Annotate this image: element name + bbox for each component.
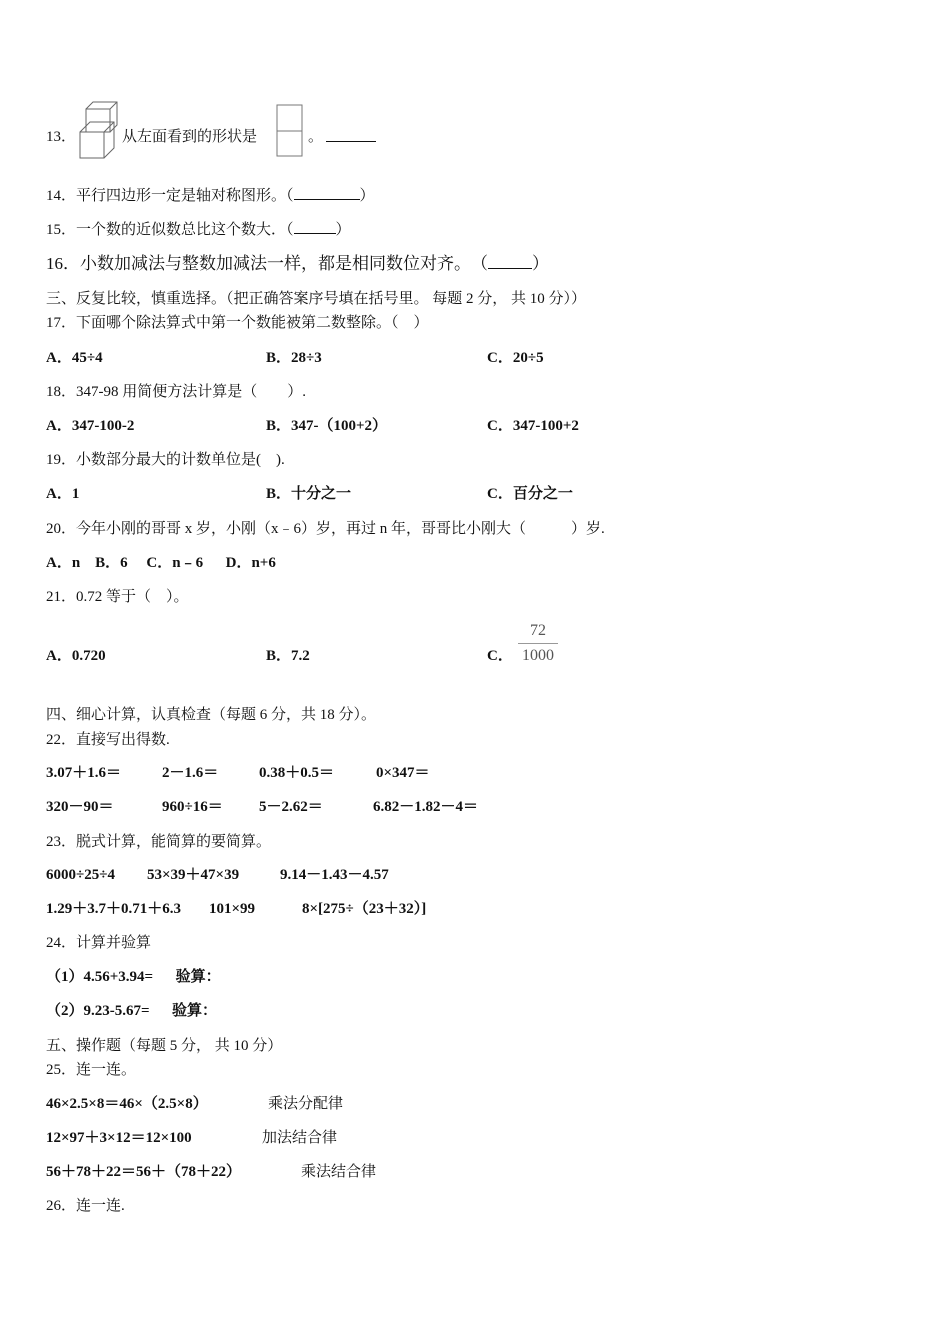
q13-number: 13． — [46, 129, 77, 145]
q17-option-a[interactable]: A．45÷4 — [46, 350, 103, 366]
q22-text: 22．直接写出得数. — [46, 732, 170, 748]
q16: 16．小数加减法与整数加减法一样，都是相同数位对齐。 （ ） — [46, 254, 549, 273]
q22-expr: 6.82－1.82－4＝ — [373, 799, 479, 815]
q25-right-item[interactable]: 加法结合律 — [262, 1130, 338, 1146]
q22-expr: 2－1.6＝ — [162, 765, 219, 781]
q19-option-a[interactable]: A．1 — [46, 486, 80, 502]
q20-text: 20．今年小刚的哥哥 x 岁，小刚（x﹣6）岁，再过 n 年，哥哥比小刚大（ ）岁. — [46, 521, 605, 537]
q18-option-c[interactable]: C．347-100+2 — [487, 418, 579, 434]
q22-expr: 960÷16＝ — [162, 799, 223, 815]
q22-expr: 0.38＋0.5＝ — [259, 765, 335, 781]
q23-expr: 1.29＋3.7＋0.71＋6.3 — [46, 901, 182, 917]
q21-option-a[interactable]: A．0.720 — [46, 648, 106, 664]
q22-expr: 320－90＝ — [46, 799, 114, 815]
q22-expr: 0×347＝ — [376, 765, 430, 781]
q21-fraction — [518, 621, 558, 666]
q13-answer-blank[interactable] — [326, 127, 376, 148]
q14: 14．平行四边形一定是轴对称图形。（ ） — [46, 185, 375, 206]
q17-text: 17．下面哪个除法算式中第一个数能被第二数整除。（ ） — [46, 315, 429, 331]
q25-left-item[interactable]: 12×97＋3×12＝12×100 — [46, 1130, 192, 1146]
q15: 15．一个数的近似数总比这个数大．（ ） — [46, 219, 351, 240]
q25-left-item[interactable]: 46×2.5×8＝46×（2.5×8） — [46, 1096, 208, 1112]
q13-text: 从左面看到的形状是 — [122, 129, 258, 145]
q18-text: 18．347-98 用简便方法计算是（ ）. — [46, 384, 306, 400]
q25-left-item[interactable]: 56＋78＋22＝56＋（78＋22） — [46, 1164, 242, 1180]
fraction-numerator: 72 — [530, 622, 546, 639]
q19-text: 19．小数部分最大的计数单位是( ). — [46, 452, 285, 468]
q24-text: 24．计算并验算 — [46, 935, 152, 951]
cube-stack-figure — [78, 100, 120, 160]
section-5-heading: 五、操作题（每题 5 分， 共 10 分） — [46, 1038, 283, 1054]
q23-expr: 101×99 — [209, 901, 256, 917]
q19-option-b[interactable]: B．十分之一 — [266, 486, 352, 502]
left-view-figure — [276, 104, 304, 158]
q25-right-item[interactable]: 乘法分配律 — [268, 1096, 344, 1112]
q19-option-c[interactable]: C．百分之一 — [487, 486, 573, 502]
q23-text: 23．脱式计算，能简算的要简算。 — [46, 834, 272, 850]
q24-item: （2）9.23-5.67= 验算： — [46, 1003, 218, 1019]
q17-option-c[interactable]: C．20÷5 — [487, 350, 544, 366]
q23-expr: 6000÷25÷4 — [46, 867, 115, 883]
q22-expr: 3.07＋1.6＝ — [46, 765, 122, 781]
q23-expr: 53×39＋47×39 — [147, 867, 240, 883]
q23-expr: 8×[275÷（23＋32）] — [302, 901, 427, 917]
fraction-denominator: 1000 — [522, 647, 554, 664]
q22-expr: 5－2.62＝ — [259, 799, 323, 815]
q14-answer-blank[interactable] — [294, 185, 360, 200]
section-4-heading: 四、细心计算，认真检查（每题 6 分，共 18 分）。 — [46, 707, 377, 723]
q16-answer-blank[interactable] — [488, 254, 532, 269]
q20-options[interactable]: A．n B．6 C．n﹣6 D．n+6 — [46, 555, 276, 571]
q24-item: （1）4.56+3.94= 验算： — [46, 969, 221, 985]
section-3-heading: 三、反复比较，慎重选择。（把正确答案序号填在括号里。 每题 2 分， 共 10 分）） — [46, 291, 587, 307]
q25-text: 25．连一连。 — [46, 1062, 137, 1078]
q17-option-b[interactable]: B．28÷3 — [266, 350, 322, 366]
q21-option-b[interactable]: B．7.2 — [266, 648, 310, 664]
q21-text: 21．0.72 等于（ ）。 — [46, 589, 189, 605]
q25-right-item[interactable]: 乘法结合律 — [301, 1164, 377, 1180]
q13-end: 。 — [308, 129, 324, 145]
q15-answer-blank[interactable] — [294, 219, 336, 234]
q21-option-c[interactable]: C． — [487, 648, 513, 664]
q26-text: 26．连一连. — [46, 1198, 125, 1214]
q23-expr: 9.14－1.43－4.57 — [280, 867, 389, 883]
q18-option-a[interactable]: A．347-100-2 — [46, 418, 135, 434]
q18-option-b[interactable]: B．347-（100+2） — [266, 418, 388, 434]
